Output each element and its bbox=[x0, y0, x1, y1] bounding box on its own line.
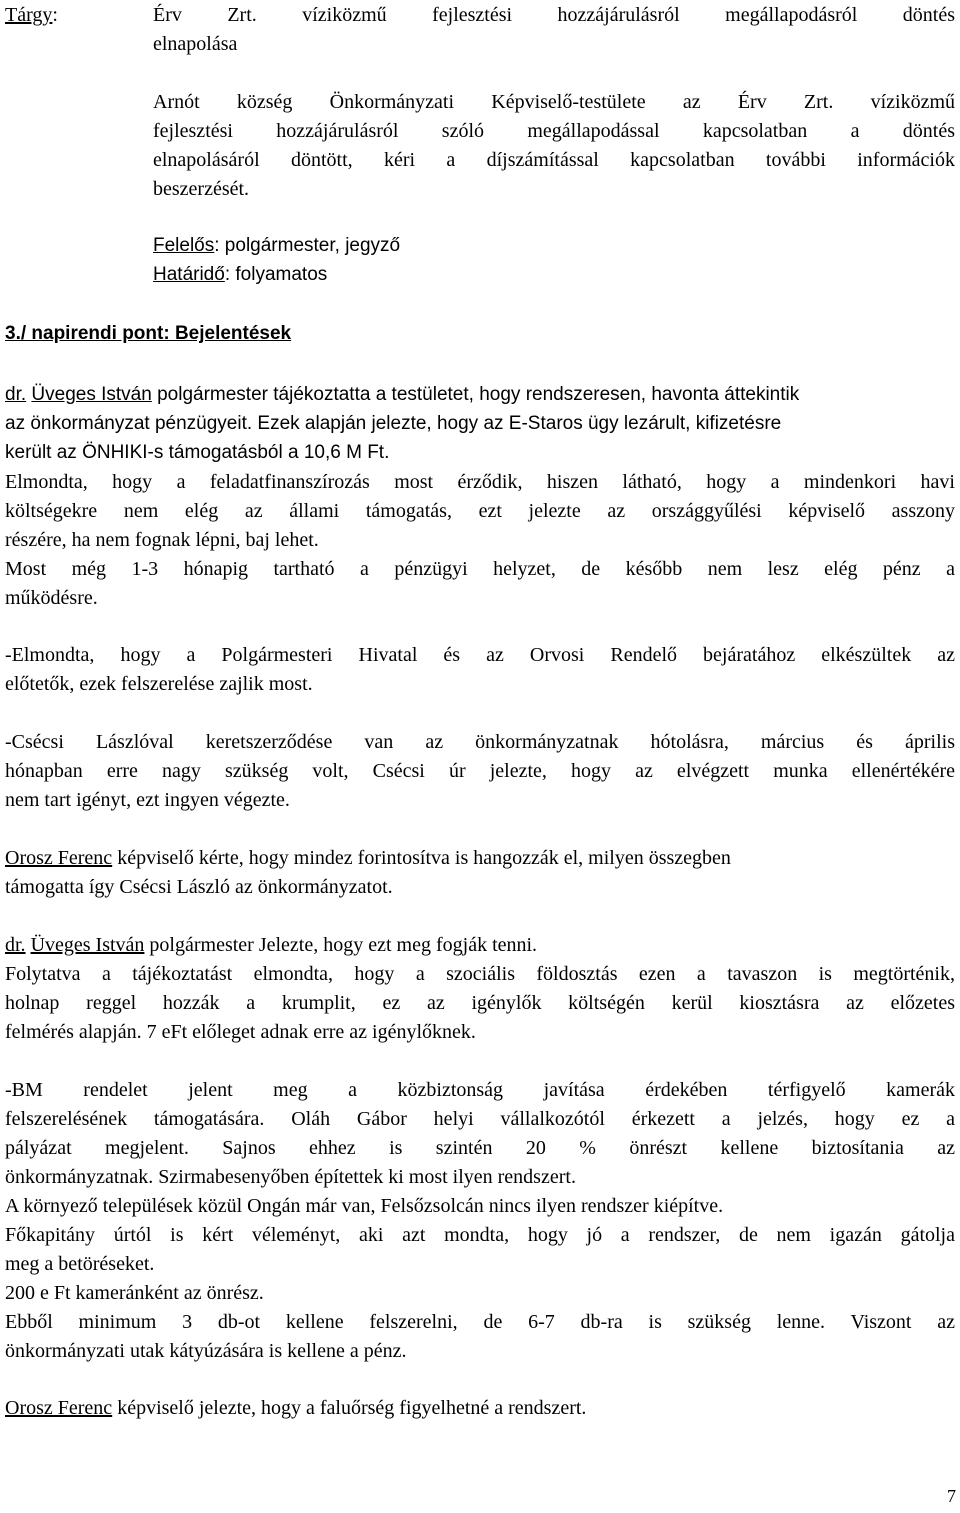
deadline-line bbox=[153, 261, 327, 289]
p1-line-5: költségekre nem elég az állami támogatás, ezt jelezte az országgyűlési képviselő asszony bbox=[5, 500, 955, 522]
responsible-line bbox=[153, 232, 400, 260]
p1-line-2: az önkormányzat pénzügyeit. Ezek alapján jelezte, hogy az E-Staros ügy lezárult, kifizetésre bbox=[5, 413, 782, 434]
p3-line-3: nem tart igényt, ezt ingyen végezte. bbox=[5, 789, 290, 811]
subject-line-1: Érv Zrt. víziközmű fejlesztési hozzájárulásról megállapodásról döntés bbox=[153, 4, 955, 26]
p5-dr: dr. bbox=[5, 934, 26, 956]
p6-line-8: 200 e Ft kameránként az önrész. bbox=[5, 1282, 264, 1304]
p1-speaker-name: Üveges István bbox=[31, 384, 152, 405]
p5-line-2: Folytatva a tájékoztatást elmondta, hogy a szociális földosztás ezen a tavaszon is megtörténik, bbox=[5, 963, 955, 985]
resolution-line-4: beszerzését. bbox=[153, 178, 250, 200]
p6-line-2: felszerelésének támogatására. Oláh Gábor helyi vállalkozótól érkezett a jelzés, hogy ez a bbox=[5, 1108, 955, 1130]
p1-line-1 bbox=[5, 381, 955, 409]
subject-label-colon: : bbox=[52, 4, 58, 26]
p5-line-3: holnap reggel hozzák a krumplit, ez az igénylők költségén kerül kiosztásra az előzetes bbox=[5, 992, 955, 1014]
p4-speaker-name: Orosz Ferenc bbox=[5, 847, 113, 869]
resolution-line-1: Arnót község Önkormányzati Képviselő-testülete az Érv Zrt. víziközmű bbox=[153, 91, 955, 113]
p1-line-4: Elmondta, hogy a feladatfinanszírozás most érződik, hiszen látható, hogy a mindenkori havi bbox=[5, 471, 955, 493]
resolution-line-2: fejlesztési hozzájárulásról szóló megállapodással kapcsolatban a döntés bbox=[153, 120, 955, 142]
p4-line-1 bbox=[5, 844, 955, 872]
p6-line-9: Ebből minimum 3 db-ot kellene felszerelni, de 6-7 db-ra is szükség lenne. Viszont az bbox=[5, 1311, 955, 1333]
p6-line-4: önkormányzatnak. Szirmabesenyőben építettek ki most ilyen rendszert. bbox=[5, 1166, 576, 1188]
p7-line-1-rest: képviselő jelezte, hogy a faluőrség figyelhetné a rendszert. bbox=[112, 1397, 587, 1419]
p5-line-4: felmérés alapján. 7 eFt előleget adnak erre az igénylőknek. bbox=[5, 1021, 476, 1043]
resolution-line-3: elnapolásáról döntött, kéri a díjszámítással kapcsolatban további információk bbox=[153, 149, 955, 171]
p2-line-1: -Elmondta, hogy a Polgármesteri Hivatal és az Orvosi Rendelő bejáratához elkészültek az bbox=[5, 644, 955, 666]
p6-line-5: A környező települések közül Ongán már van, Felsőzsolcán nincs ilyen rendszer kiépítve. bbox=[5, 1195, 724, 1217]
p5-line-1 bbox=[5, 931, 537, 959]
p1-line-6: részére, ha nem fognak lépni, baj lehet. bbox=[5, 529, 319, 551]
p6-line-10: önkormányzati utak kátyúzására is kellene a pénz. bbox=[5, 1340, 407, 1362]
p6-line-3: pályázat megjelent. Sajnos ehhez is szintén 20 % önrészt kellene biztosítania az bbox=[5, 1137, 955, 1159]
responsible-label: Felelős bbox=[153, 235, 215, 256]
page-number: 7 bbox=[947, 1486, 956, 1506]
p5-line-1-rest: polgármester Jelezte, hogy ezt meg fogják tenni. bbox=[144, 934, 538, 956]
responsible-value: : polgármester, jegyző bbox=[214, 235, 401, 256]
p7-line-1 bbox=[5, 1394, 586, 1422]
p1-dr: dr. bbox=[5, 384, 27, 405]
p5-speaker-name: Üveges István bbox=[30, 934, 145, 956]
p1-line-7: Most még 1-3 hónapig tartható a pénzügyi helyzet, de később nem lesz elég pénz a bbox=[5, 558, 955, 580]
p1-line-3: került az ÖNHIKI-s támogatásból a 10,6 M Ft. bbox=[5, 442, 390, 463]
p6-line-1: -BM rendelet jelent meg a közbiztonság javítása érdekében térfigyelő kamerák bbox=[5, 1079, 955, 1101]
subject-line-2: elnapolása bbox=[153, 33, 238, 55]
agenda-heading: 3./ napirendi pont: Bejelentések bbox=[5, 323, 292, 344]
p6-line-7: meg a betöréseket. bbox=[5, 1253, 155, 1275]
p3-line-2: hónapban erre nagy szükség volt, Csécsi úr jelezte, hogy az elvégzett munka ellenértékére bbox=[5, 760, 955, 782]
deadline-label: Határidő bbox=[153, 264, 225, 285]
subject-label: Tárgy bbox=[5, 4, 53, 26]
p4-line-2: támogatta így Csécsi László az önkormányzatot. bbox=[5, 876, 393, 898]
p2-line-2: előtetők, ezek felszerelése zajlik most. bbox=[5, 673, 313, 695]
p7-speaker-name: Orosz Ferenc bbox=[5, 1397, 113, 1419]
p3-line-1: -Csécsi Lászlóval keretszerződése van az önkormányzatnak hótolásra, március és április bbox=[5, 731, 955, 753]
p1-line-1-rest: polgármester tájékoztatta a testületet, hogy rendszeresen, havonta áttekintik bbox=[151, 384, 800, 405]
deadline-value: : folyamatos bbox=[224, 264, 328, 285]
subject-label-line bbox=[5, 1, 58, 29]
p4-line-1-rest: képviselő kérte, hogy mindez forintosítva is hangozzák el, milyen összegben bbox=[112, 847, 731, 869]
p6-line-6: Főkapitány úrtól is kért véleményt, aki azt mondta, hogy jó a rendszer, de nem igazán gátolja bbox=[5, 1224, 955, 1246]
p1-line-8: működésre. bbox=[5, 587, 98, 609]
